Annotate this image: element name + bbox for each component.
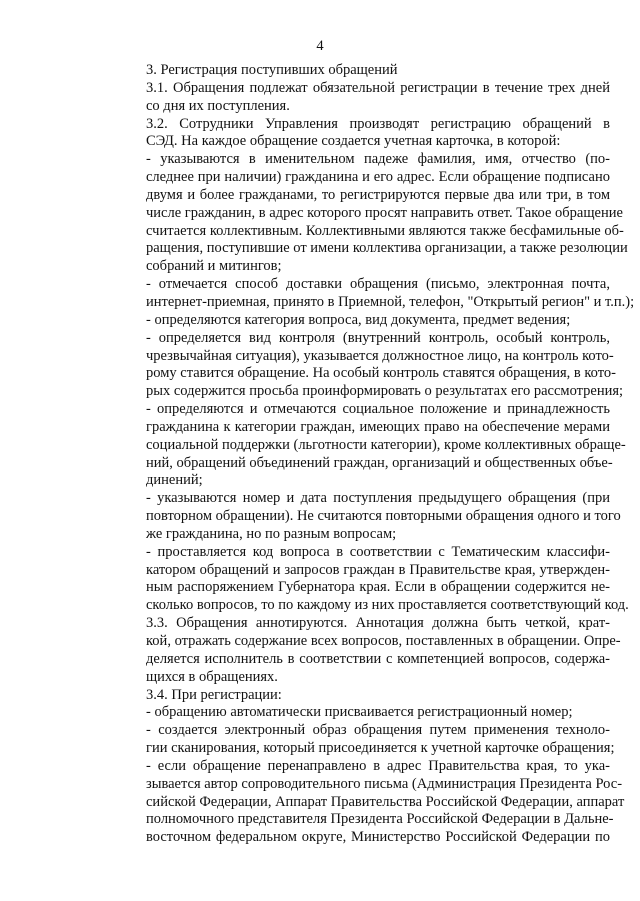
text-line: - определяется вид контроля (внутренний контроль, особый контроль, xyxy=(146,329,610,346)
text-line: двумя и более гражданами, то регистрируются первые два или три, в том xyxy=(146,186,610,203)
paragraph xyxy=(108,276,635,312)
text-line: 3.2. Сотрудники Управления производят регистрацию обращений в xyxy=(146,115,610,132)
text-line: собраний и митингов; xyxy=(146,258,282,275)
text-line: сийской Федерации, Аппарат Правительства Российской Федерации, аппарат xyxy=(146,793,625,810)
text-line: - определяются и отмечаются социальное положение и принадлежность xyxy=(146,401,610,418)
text-line: - указываются номер и дата поступления предыдущего обращения (при xyxy=(146,490,610,507)
text-line: социальной поддержки (льготности категории), кроме коллективных обраще- xyxy=(146,436,626,453)
paragraph-list xyxy=(108,79,635,847)
text-line: - обращению автоматически присваивается регистрационный номер; xyxy=(146,704,573,721)
text-line: СЭД. На каждое обращение создается учетная карточка, в которой: xyxy=(146,133,561,150)
text-line: щихся в обращениях. xyxy=(146,668,278,685)
text-line: 3.3. Обращения аннотируются. Аннотация должна быть четкой, крат- xyxy=(146,615,610,632)
paragraph xyxy=(108,401,626,490)
paragraph xyxy=(108,757,625,847)
text-line: следнее при наличии) гражданина и его адрес. Если обращение подписано xyxy=(146,169,610,186)
text-line: - отмечается способ доставки обращения (письмо, электронная почта, xyxy=(146,276,610,293)
text-line: полномочного представителя Президента Российской Федерации в Дальне- xyxy=(146,811,614,828)
paragraph xyxy=(108,704,610,722)
paragraph xyxy=(108,116,610,152)
text-line: числе гражданин, в адрес которого просят направить ответ. Такое обращение xyxy=(146,204,623,221)
text-line: повторном обращении). Не считаются повторными обращения одного и того xyxy=(146,508,621,525)
text-line: 3.4. При регистрации: xyxy=(146,686,282,703)
text-line: ным распоряжением Губернатора края. Если в обращении содержится не- xyxy=(146,579,610,596)
text-line: - создается электронный образ обращения путем применения техноло- xyxy=(146,722,610,739)
paragraph xyxy=(108,151,628,276)
text-line: гии сканирования, который присоединяется к учетной карточке обращения; xyxy=(146,740,615,757)
text-line: интернет-приемная, принято в Приемной, телефон, "Открытый регион" и т.п.); xyxy=(146,293,635,310)
text-line: - если обращение перенаправлено в адрес Правительства края, то ука- xyxy=(146,757,610,774)
paragraph xyxy=(108,329,624,401)
text-line: восточном федеральном округе, Министерство Российской Федерации по xyxy=(146,829,610,846)
section-heading: 3. Регистрация поступивших обращений xyxy=(146,62,398,78)
text-line: рому ставится обращение. На особый контроль ставятся обращения, в кото- xyxy=(146,365,616,382)
document-body xyxy=(108,62,635,847)
text-line: 3.1. Обращения подлежат обязательной регистрации в течение трех дней xyxy=(146,79,610,96)
text-line: со дня их поступления. xyxy=(146,97,290,114)
text-line: - проставляется код вопроса в соответствии с Тематическим классифи- xyxy=(146,543,610,560)
text-line: динений; xyxy=(146,472,203,489)
text-line: кой, отражать содержание всех вопросов, поставленных в обращении. Опре- xyxy=(146,633,621,649)
paragraph xyxy=(108,687,610,705)
text-line: сколько вопросов, то по каждому из них проставляется соответствующий код. xyxy=(146,597,629,614)
paragraph xyxy=(108,543,629,615)
paragraph xyxy=(108,80,610,116)
paragraph xyxy=(108,722,615,758)
paragraph xyxy=(108,615,621,686)
text-line: же гражданина, но по разным вопросам; xyxy=(146,525,397,542)
text-line: ний, обращений объединений граждан, организаций и общественных объе- xyxy=(146,454,613,471)
text-line: ращения, поступившие от имени коллектива организации, а также резолюции xyxy=(146,240,628,257)
paragraph xyxy=(108,312,610,330)
text-line: зывается автор сопроводительного письма (Администрация Президента Рос- xyxy=(146,775,623,792)
text-line: катором обращений и запросов граждан в Правительстве края, утвержден- xyxy=(146,561,610,578)
text-line: чрезвычайная ситуация), указывается должностное лицо, на контроль кото- xyxy=(146,347,614,364)
text-line: - указываются в именительном падеже фамилия, имя, отчество (по- xyxy=(146,151,610,168)
text-line: - определяются категория вопроса, вид документа, предмет ведения; xyxy=(146,311,571,328)
text-line: считается коллективным. Коллективными являются также бесфамильные об- xyxy=(146,222,624,239)
text-line: гражданина к категории граждан, имеющих право на обеспечение мерами xyxy=(146,418,610,435)
page-number: 4 xyxy=(316,38,324,54)
paragraph xyxy=(108,490,621,544)
text-line: рых содержится просьба проинформировать о результатах его рассмотрения; xyxy=(146,383,624,400)
text-line: деляется исполнитель в соответствии с компетенцией вопросов, содержа- xyxy=(146,650,610,667)
